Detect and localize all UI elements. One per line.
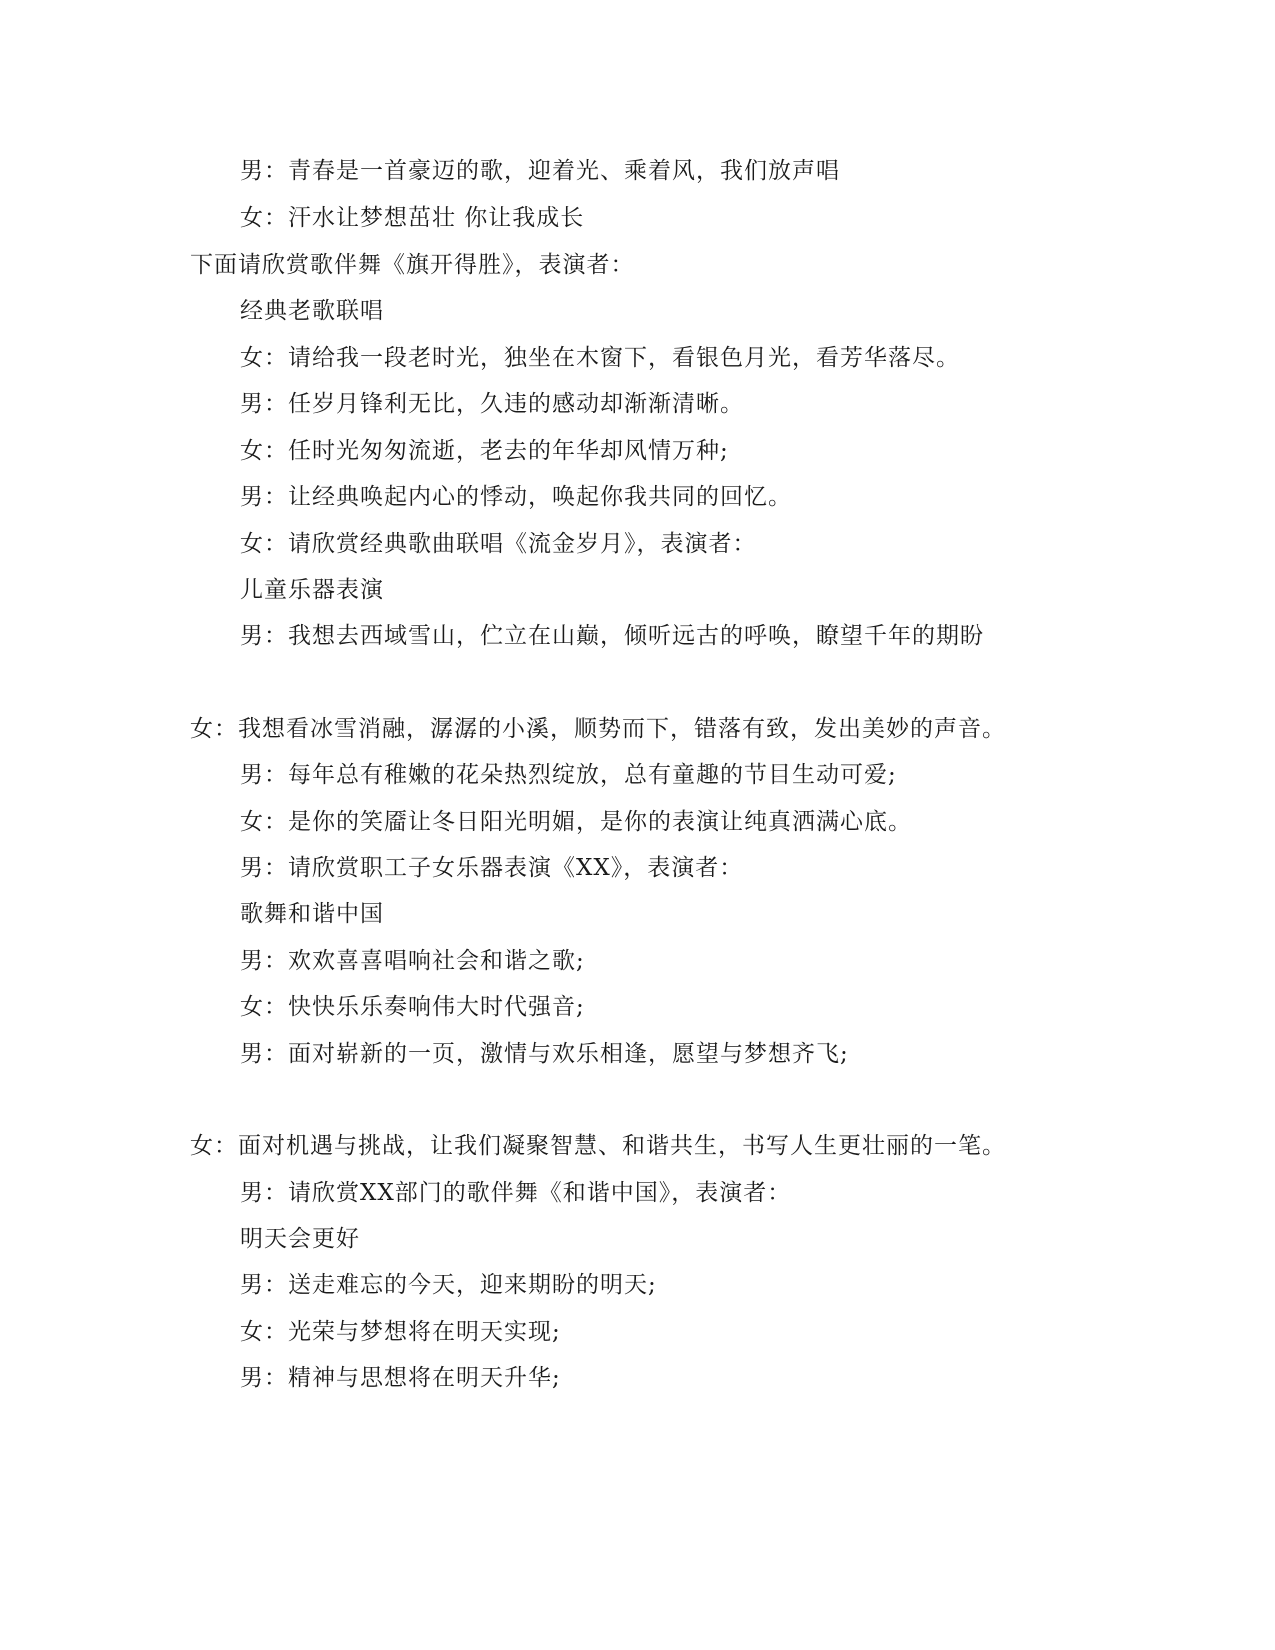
script-line: 女：光荣与梦想将在明天实现; xyxy=(240,1319,561,1345)
script-line: 男：每年总有稚嫩的花朵热烈绽放，总有童趣的节目生动可爱; xyxy=(240,762,897,788)
script-line: 女：任时光匆匆流逝，老去的年华却风情万种; xyxy=(240,438,729,464)
script-line: 男：请欣赏职工子女乐器表演《XX》，表演者： xyxy=(240,855,744,881)
script-line: 男：精神与思想将在明天升华; xyxy=(240,1365,561,1391)
script-line: 男：青春是一首豪迈的歌，迎着光、乘着风，我们放声唱 xyxy=(240,158,840,184)
script-line: 女：请给我一段老时光，独坐在木窗下，看银色月光，看芳华落尽。 xyxy=(240,345,960,371)
section-heading: 经典老歌联唱 xyxy=(240,298,384,324)
script-line: 男：送走难忘的今天，迎来期盼的明天; xyxy=(240,1272,657,1298)
section-heading: 儿童乐器表演 xyxy=(240,577,384,603)
script-line: 男：面对崭新的一页，激情与欢乐相逢，愿望与梦想齐飞; xyxy=(240,1041,849,1067)
script-line: 女：是你的笑靥让冬日阳光明媚，是你的表演让纯真洒满心底。 xyxy=(240,809,912,835)
script-line: 男：任岁月锋利无比，久违的感动却渐渐清晰。 xyxy=(240,391,744,417)
script-line: 男：请欣赏XX部门的歌伴舞《和谐中国》，表演者： xyxy=(240,1180,792,1206)
section-heading: 歌舞和谐中国 xyxy=(240,901,384,927)
script-line: 男：我想去西域雪山，伫立在山巅，倾听远古的呼唤，瞭望千年的期盼 xyxy=(240,623,984,649)
script-line: 下面请欣赏歌伴舞《旗开得胜》，表演者： xyxy=(190,252,635,278)
script-line: 女：我想看冰雪消融，潺潺的小溪，顺势而下，错落有致，发出美妙的声音。 xyxy=(190,716,1006,742)
script-line: 男：欢欢喜喜唱响社会和谐之歌; xyxy=(240,948,585,974)
script-line: 女：汗水让梦想茁壮 你让我成长 xyxy=(240,205,585,231)
script-line: 女：面对机遇与挑战，让我们凝聚智慧、和谐共生，书写人生更壮丽的一笔。 xyxy=(190,1133,1006,1159)
script-line: 女：快快乐乐奏响伟大时代强音; xyxy=(240,994,585,1020)
section-heading: 明天会更好 xyxy=(240,1226,360,1252)
script-line: 男：让经典唤起内心的悸动，唤起你我共同的回忆。 xyxy=(240,484,792,510)
script-line: 女：请欣赏经典歌曲联唱《流金岁月》，表演者： xyxy=(240,531,757,557)
